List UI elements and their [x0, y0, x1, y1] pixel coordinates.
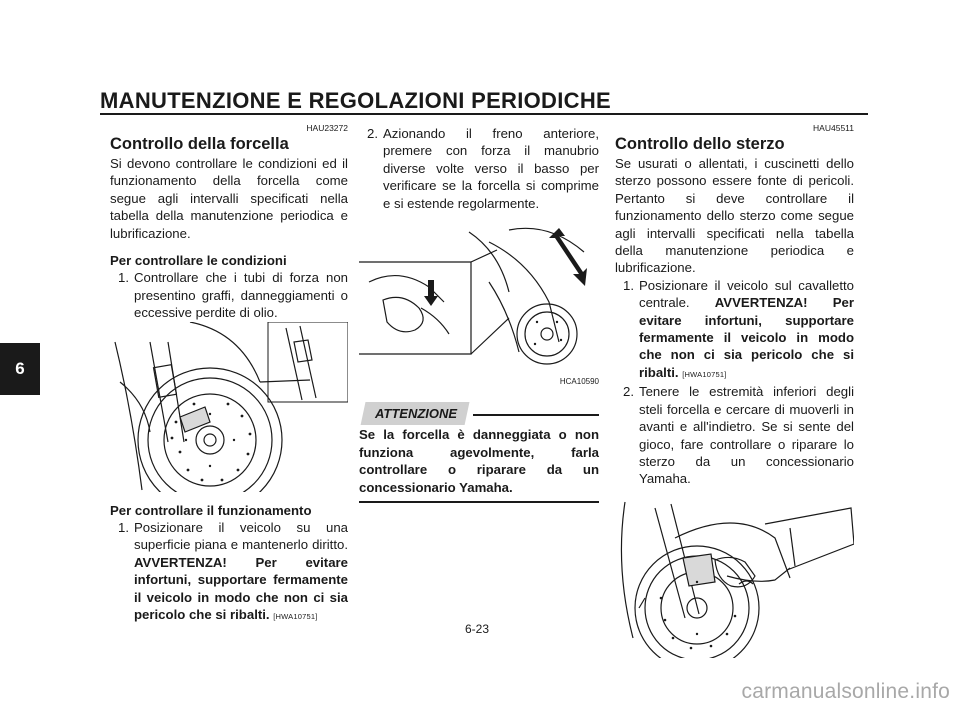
- list-number: 2.: [623, 384, 634, 400]
- steering-check-illustration: [615, 498, 854, 658]
- column-steering-check: [615, 122, 854, 658]
- subheading-operation: Per controllare il funzionamento: [110, 502, 312, 518]
- caution-end-rule: [359, 501, 599, 503]
- list-item: [615, 383, 854, 487]
- fork-tube-illustration: [110, 322, 348, 492]
- page-title: MANUTENZIONE E REGOLAZIONI PERIODICHE: [100, 88, 612, 113]
- list-text: Azionando il freno anteriore, premere con forza il manubrio diverse volte verso il basso per verificare se la forcella si comprime e si estende regolarmente.: [383, 126, 599, 211]
- warning-code: [HWA10751]: [273, 612, 318, 622]
- list-text: Controllare che i tubi di forza non presentino graffi, danneggiamenti o eccessive perdite di olio.: [134, 270, 348, 321]
- section-intro: Se usurati o allentati, i cuscinetti dello sterzo possono essere fonte di pericoli. Pertanto si deve controllare il funzionamento dello sterzo come segue agli intervalli specificati nella tabella della manutenzione periodica e lubrificazione.: [615, 156, 854, 276]
- list-text: Tenere le estremità inferiori degli steli forcella e cercare di muoverli in avanti e all'indietro. Se si sente del gioco, fare controllare o riparare lo sterzo da un concessionario Yamaha.: [639, 384, 854, 487]
- warning-text: AVVERTENZA! Per evitare infortuni, supportare fermamente il veicolo in modo che non ci sia pericolo che si ribalti.: [134, 554, 348, 623]
- section-heading: Controllo della forcella: [110, 135, 289, 153]
- list-text: Posizionare il veicolo sul cavalletto centrale.: [639, 277, 854, 311]
- list-number: 1.: [118, 270, 129, 286]
- figure-code: HCA10590: [559, 377, 599, 387]
- caution-text: Se la forcella è danneggiata o non funziona agevolmente, farla controllare o riparare da un concessionario Yamaha.: [359, 427, 599, 495]
- page-number: 6-23: [465, 622, 490, 636]
- section-heading: Controllo dello sterzo: [615, 135, 785, 153]
- list-number: 2.: [367, 126, 378, 141]
- section-intro: Si devono controllare le condizioni ed il funzionamento della forcella come segue agli intervalli specificati nella tabella della manutenzione periodica e lubrificazione.: [110, 156, 348, 241]
- list-item: [110, 519, 348, 625]
- section-code: HAU23272: [306, 123, 348, 133]
- list-number: 1.: [118, 520, 129, 536]
- list-item: [359, 125, 599, 212]
- column-fork-check: [110, 122, 348, 626]
- list-text: Posizionare il veicolo su una superficie piana e mantenerlo diritto.: [134, 520, 348, 553]
- column-fork-operation: [359, 125, 599, 503]
- chapter-tab: 6: [0, 343, 40, 395]
- watermark: carmanualsonline.info: [741, 680, 950, 703]
- scooter-brake-illustration: [359, 222, 599, 370]
- caution-label: ATTENZIONE: [361, 402, 470, 425]
- caution-rule: [473, 414, 599, 416]
- header-rule: [100, 113, 868, 115]
- section-code: HAU45511: [813, 123, 854, 133]
- list-number: 1.: [623, 277, 634, 293]
- warning-code: [HWA10751]: [682, 369, 727, 379]
- list-item: [615, 277, 854, 383]
- list-item: [110, 269, 348, 321]
- subheading-condition: Per controllare le condizioni: [110, 253, 287, 269]
- caution-header: [359, 400, 599, 426]
- warning-text: AVVERTENZA! Per evitare infortuni, supportare fermamente il veicolo in modo che non ci sia pericolo che si ribalti.: [639, 295, 854, 380]
